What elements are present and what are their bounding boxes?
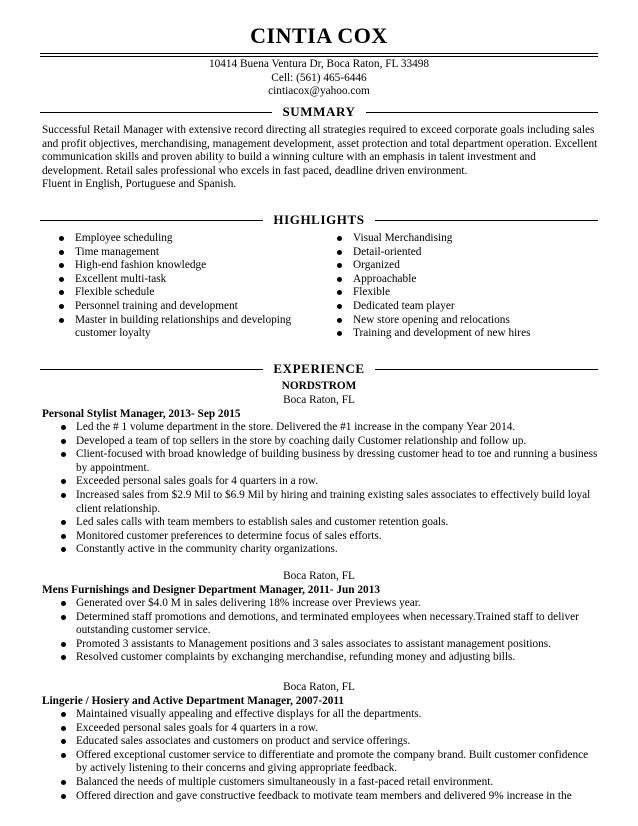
list-item: Exceeded personal sales goals for 4 quarters in a row. bbox=[42, 722, 598, 736]
list-item: Promoted 3 assistants to Management positions and 3 sales associates to assistant management positions. bbox=[42, 638, 598, 652]
experience-title: EXPERIENCE bbox=[273, 361, 365, 377]
summary-paragraph: Successful Retail Manager with extensive record directing all strategies required to exceed corporate goals including sales and profit objectives, merchandising, management development, asset protection and total department operation. Excellent communication skills and proven ability to build a winning culture with an emphasis in talent investment and development. Retail sales professional who excels in fast paced, deadline driven environment. bbox=[42, 124, 598, 177]
list-item: Visual Merchandising bbox=[333, 232, 598, 246]
heading-rule-left bbox=[40, 369, 263, 370]
list-item: Led sales calls with team members to establish sales and customer retention goals. bbox=[42, 516, 598, 530]
company-name: NORDSTROM bbox=[281, 380, 357, 392]
list-item: Organized bbox=[333, 259, 598, 273]
header-rule-thin bbox=[40, 56, 598, 57]
list-item: Personnel training and development bbox=[55, 300, 305, 314]
job-title: Personal Stylist Manager, 2013- Sep 2015 bbox=[42, 408, 241, 420]
list-item: Flexible bbox=[333, 286, 598, 300]
experience-heading bbox=[40, 361, 598, 377]
list-item: Determined staff promotions and demotions, and terminated employees when necessary.Trained staff to deliver outstanding customer service. bbox=[42, 611, 598, 638]
list-item: Educated sales associates and customers on product and service offerings. bbox=[42, 735, 598, 749]
summary-languages: Fluent in English, Portuguese and Spanish. bbox=[42, 178, 237, 191]
list-item: Constantly active in the community charity organizations. bbox=[42, 543, 598, 557]
highlights-title: HIGHLIGHTS bbox=[273, 212, 365, 228]
summary-text bbox=[42, 124, 598, 192]
candidate-name: CINTIA COX bbox=[250, 23, 388, 48]
list-item: Led the # 1 volume department in the store. Delivered the #1 increase in the company Year 2014. bbox=[42, 421, 598, 435]
list-item: Offered exceptional customer service to differentiate and promote the company brand. Built customer confidence by actively listening to their concerns and giving appropriate feedback. bbox=[42, 749, 598, 776]
summary-title: SUMMARY bbox=[282, 104, 356, 120]
list-item: Balanced the needs of multiple customers simultaneously in a fast-paced retail environment. bbox=[42, 776, 598, 790]
header-rule bbox=[40, 53, 598, 54]
list-item: Flexible schedule bbox=[55, 286, 305, 300]
list-item: Master in building relationships and developing customer loyalty bbox=[55, 314, 305, 341]
job-title: Lingerie / Hosiery and Active Department Manager, 2007-2011 bbox=[42, 695, 345, 707]
list-item: New store opening and relocations bbox=[333, 314, 598, 328]
list-item: Dedicated team player bbox=[333, 300, 598, 314]
list-item: Time management bbox=[55, 246, 305, 260]
list-item: High-end fashion knowledge bbox=[55, 259, 305, 273]
job-location: Boca Raton, FL bbox=[283, 394, 355, 406]
contact-block bbox=[0, 58, 638, 99]
heading-rule-left bbox=[40, 220, 263, 221]
list-item: Monitored customer preferences to determine focus of sales efforts. bbox=[42, 530, 598, 544]
job-bullets bbox=[42, 708, 598, 803]
job-location: Boca Raton, FL bbox=[283, 681, 355, 693]
heading-rule-left bbox=[40, 112, 272, 113]
list-item: Employee scheduling bbox=[55, 232, 305, 246]
heading-rule-right bbox=[366, 112, 598, 113]
job-bullets bbox=[42, 597, 598, 665]
summary-heading bbox=[40, 104, 598, 120]
highlights-left-list bbox=[55, 232, 305, 341]
list-item: Training and development of new hires bbox=[333, 327, 598, 341]
list-item: Resolved customer complaints by exchanging merchandise, refunding money and adjusting bills. bbox=[42, 651, 598, 665]
list-item: Exceeded personal sales goals for 4 quarters in a row. bbox=[42, 475, 598, 489]
highlights-heading bbox=[40, 212, 598, 228]
email: cintiacox@yahoo.com bbox=[268, 85, 370, 97]
job-bullets bbox=[42, 421, 598, 557]
list-item: Client-focused with broad knowledge of building business by dressing customer head to toe and running a business by appointment. bbox=[42, 448, 598, 475]
list-item: Detail-oriented bbox=[333, 246, 598, 260]
list-item: Developed a team of top sellers in the store by coaching daily Customer relationship and follow up. bbox=[42, 435, 598, 449]
phone: Cell: (561) 465-6446 bbox=[271, 71, 367, 84]
list-item: Approachable bbox=[333, 273, 598, 287]
heading-rule-right bbox=[375, 369, 598, 370]
highlights-right-list bbox=[333, 232, 598, 341]
job-location: Boca Raton, FL bbox=[283, 570, 355, 582]
list-item: Increased sales from $2.9 Mil to $6.9 Mil by hiring and training existing sales associates to effectively build loyal client relationship. bbox=[42, 489, 598, 516]
job-title: Mens Furnishings and Designer Department Manager, 2011- Jun 2013 bbox=[42, 584, 380, 596]
list-item: Generated over $4.0 M in sales delivering 18% increase over Previews year. bbox=[42, 597, 598, 611]
address: 10414 Buena Ventura Dr, Boca Raton, FL 33498 bbox=[208, 58, 430, 70]
list-item: Maintained visually appealing and effective displays for all the departments. bbox=[42, 708, 598, 722]
heading-rule-right bbox=[375, 220, 598, 221]
list-item: Offered direction and gave constructive feedback to motivate team members and delivered 9% increase in the bbox=[42, 790, 598, 804]
list-item: Excellent multi-task bbox=[55, 273, 305, 287]
